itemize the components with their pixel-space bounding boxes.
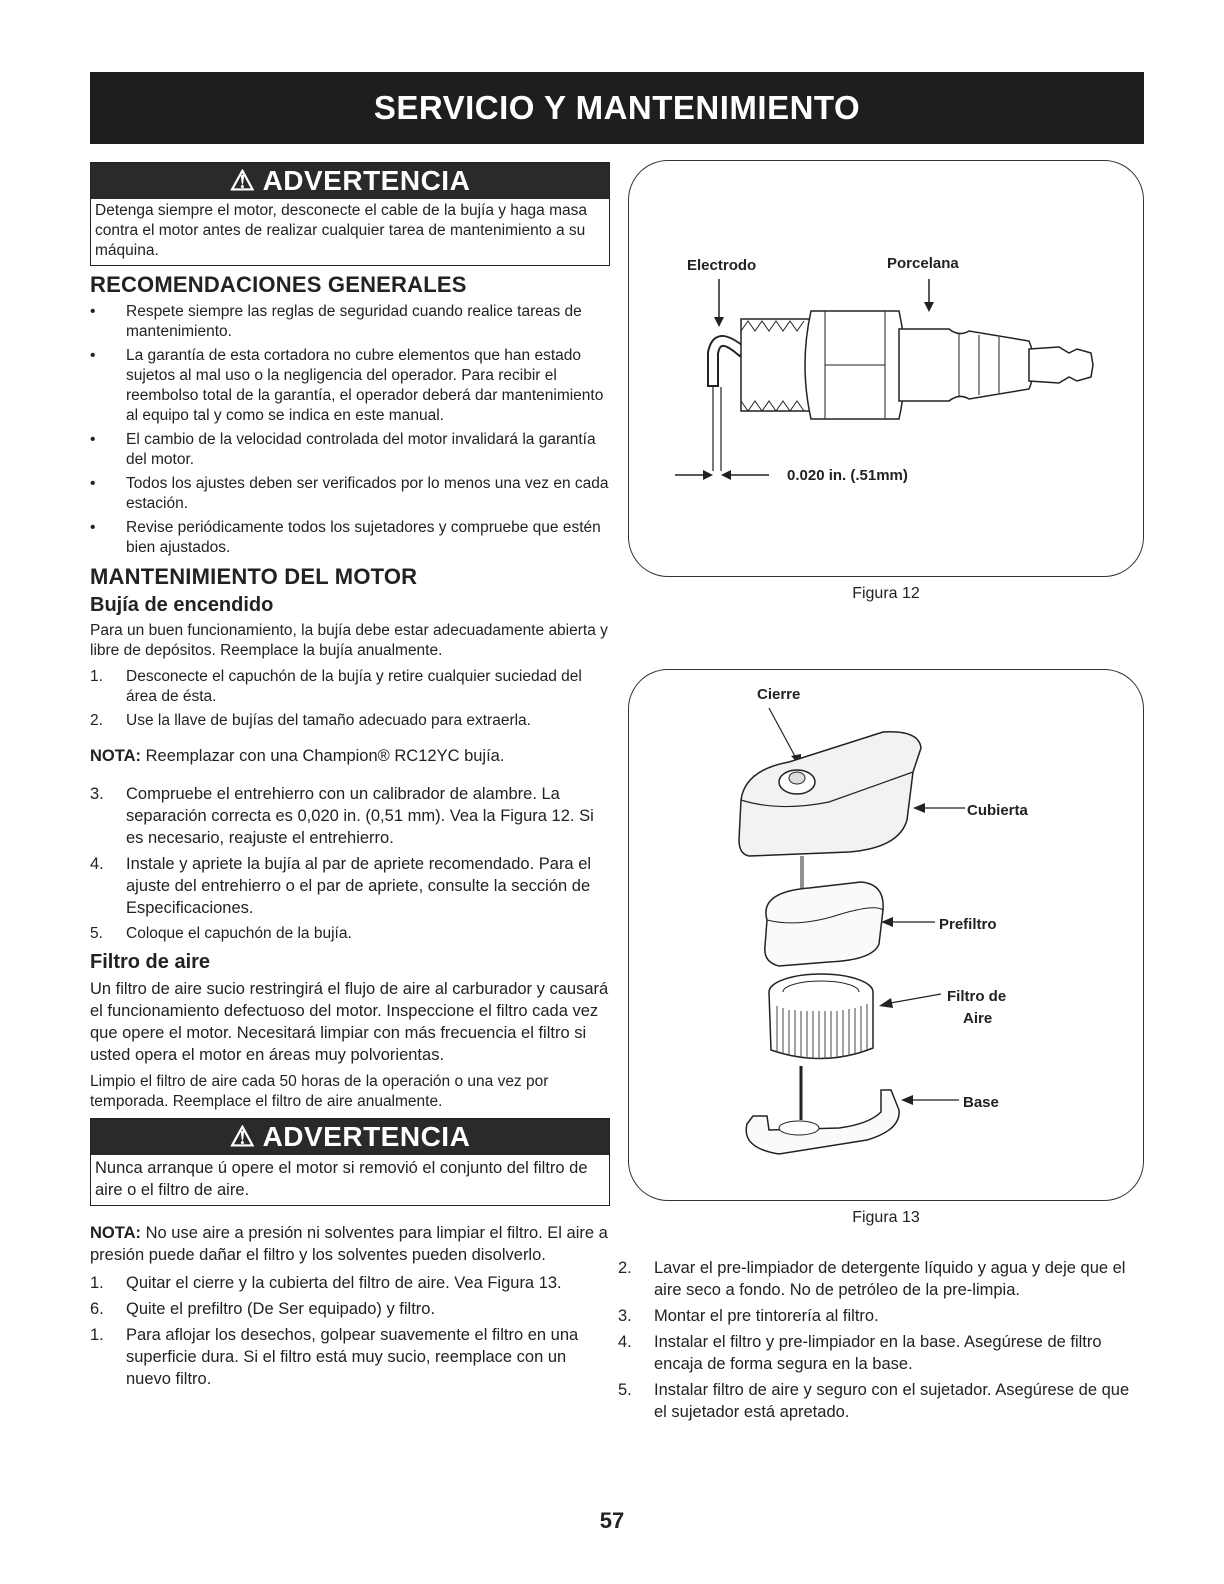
label-electrode: Electrodo [687,257,757,274]
label-cubierta: Cubierta [967,802,1028,819]
spark-steps-b [90,783,610,945]
label-cierre: Cierre [757,686,801,703]
list-item: 2. Use la llave de bujías del tamaño adecuado para extraerla. [90,712,531,729]
air-nota: NOTA: No use aire a presión ni solventes para limpiar el filtro. El aire a presión puede dañar el filtro y los solventes pueden disolverlo. [90,1224,608,1264]
bullet-icon: • [90,519,96,536]
warning-box-2 [90,1118,610,1206]
bullet-icon: • [90,431,96,448]
warning-box-1 [90,162,610,266]
list-item: 1. Quitar el cierre y la cubierta del filtro de aire. Vea Figura 13. [90,1274,562,1292]
left-column [90,162,610,1396]
spark-heading: Bujía de encendido [90,594,274,616]
warning-header [91,1119,609,1155]
spark-plug-diagram [629,161,1145,576]
warning-header [91,163,609,199]
label-porcelain: Porcelana [887,255,959,272]
air-filter-text [90,978,610,1112]
list-item: • El cambio de la velocidad controlada del motor invalidará la garantía del motor. [90,431,596,468]
list-item: 1. Para aflojar los desechos, golpear suavemente el filtro en una superficie dura. Si el filtro está muy sucio, reemplace con un nuevo filtro. [90,1326,579,1388]
spark-steps-a [90,667,610,731]
warning-title: ADVERTENCIA [262,1121,471,1152]
bullet-icon: • [90,303,96,320]
list-item: 4. Instalar el filtro y pre-limpiador en la base. Asegúrese de filtro encaja de forma segura en la base. [618,1333,1102,1373]
spark-nota: NOTA: Reemplazar con una Champion® RC12YC bujía. [90,747,505,765]
air-filter-diagram [629,670,1145,1200]
right-steps-list [618,1257,1144,1423]
warning-triangle-icon: ⚠ [229,165,256,196]
list-item: • La garantía de esta cortadora no cubre elementos que han estado sujetos al mal uso o la negligencia del operador. Para recibir el reembolso total de la garantía, el operador deberá dar mantenimiento al equipo tal y como se indica en este manual. [90,347,604,424]
air-filter-p1: Un filtro de aire sucio restringirá el flujo de aire al carburador y causará el funcionamiento defectuoso del motor. Inspeccione el filtro cada vez que opere el motor. Necesitará limpiar con más frecuencia el filtro si usted opera el motor en áreas muy polvorientas. [90,980,609,1064]
warning-text: Detenga siempre el motor, desconecte el cable de la bujía y haga masa contra el motor antes de realizar cualquier tarea de mantenimiento a su máquina. [95,202,587,259]
warning-title: ADVERTENCIA [262,165,471,196]
label-gap-measure: 0.020 in. (.51mm) [787,467,908,484]
air-notes [90,1222,610,1390]
list-item: 5. Coloque el capuchón de la bujía. [90,925,352,942]
spark-intro: Para un buen funcionamiento, la bujía debe estar adecuadamente abierta y libre de depósitos. Reemplace la bujía anualmente. [90,622,608,659]
page-title: SERVICIO Y MANTENIMIENTO [373,89,861,126]
bullet-icon: • [90,475,96,492]
spark-notes [90,745,610,945]
figure-13-caption: Figura 13 [852,1209,920,1226]
warning-text: Nunca arranque ú opere el motor si removió el conjunto del filtro de aire o el filtro de aire. [95,1159,588,1199]
page-number: 57 [599,1508,625,1533]
page-header-banner [90,72,1144,144]
label-base: Base [963,1094,999,1111]
air-steps [90,1272,610,1390]
label-aire: Aire [963,1010,993,1027]
air-filter-p2: Limpio el filtro de aire cada 50 horas de la operación o una vez por temporada. Reemplace el filtro de aire anualmente. [90,1073,549,1110]
list-item: 3. Compruebe el entrehierro con un calibrador de alambre. La separación correcta es 0,020 in. (0,51 mm). Vea la Figura 12. Si es necesario, reajuste el entrehierro. [90,785,594,847]
label-filtro-de: Filtro de [947,988,1007,1005]
air-filter-heading: Filtro de aire [90,951,211,973]
list-item: 1. Desconecte el capuchón de la bujía y retire cualquier suciedad del área de ésta. [90,668,582,705]
right-steps [618,1257,1144,1423]
right-column [618,160,1144,1429]
figure-12-caption: Figura 12 [852,585,920,602]
list-item: 5. Instalar filtro de aire y seguro con el sujetador. Asegúrese de que el sujetador está apretado. [618,1381,1130,1421]
figure-12-box [628,160,1144,577]
list-item: 4. Instale y apriete la bujía al par de apriete recomendado. Para el ajuste del entrehierro o el par de apriete, consulte la sección de Especificaciones. [90,855,592,917]
list-item: 2. Lavar el pre-limpiador de detergente líquido y agua y deje que el aire seco a fondo. No de petróleo de la pre-limpia. [618,1259,1126,1299]
list-item: 3. Montar el pre tintorería al filtro. [618,1307,879,1325]
list-item: 6. Quite el prefiltro (De Ser equipado) y filtro. [90,1300,436,1318]
list-item: • Todos los ajustes deben ser verificados por lo menos una vez en cada estación. [90,475,609,512]
bullet-icon: • [90,347,96,364]
engine-heading: MANTENIMIENTO DEL MOTOR [90,564,418,589]
label-prefiltro: Prefiltro [939,916,997,933]
list-item: • Respete siempre las reglas de seguridad cuando realice tareas de mantenimiento. [90,303,582,340]
figure-13-box [628,669,1144,1201]
warning-triangle-icon: ⚠ [229,1121,256,1152]
general-heading: RECOMENDACIONES GENERALES [90,272,467,297]
general-list [90,302,610,558]
list-item: • Revise periódicamente todos los sujetadores y compruebe que estén bien ajustados. [90,519,601,556]
